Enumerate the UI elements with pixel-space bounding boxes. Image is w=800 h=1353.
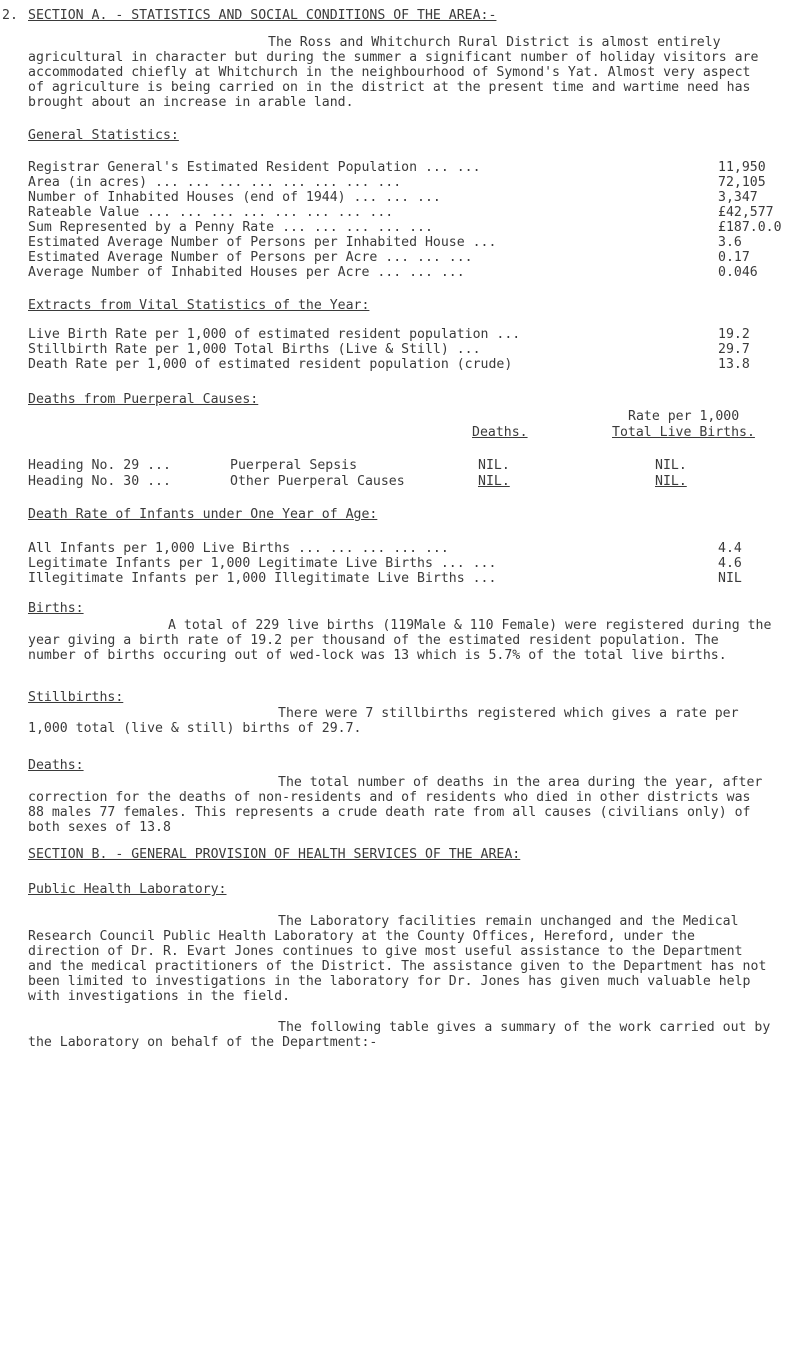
public-health-lab-paragraph-2 — [28, 1020, 772, 1050]
section-a-intro — [28, 35, 772, 110]
vital-statistics-heading: Extracts from Vital Statistics of the Year: — [28, 298, 370, 313]
births-paragraph — [28, 618, 772, 663]
lab-para2-rest: carried out by the Laboratory on behalf of the Department:- — [28, 1020, 771, 1050]
gen-stat-label-7: Average Number of Inhabited Houses per Acre ... ... ... — [28, 265, 465, 280]
infant-label-2: Illegitimate Infants per 1,000 Illegitimate Live Births ... — [28, 571, 497, 586]
deaths-paragraph — [28, 775, 772, 835]
puerperal-row-cause-1: Other Puerperal Causes — [230, 474, 405, 489]
puerperal-row-rate-1: NIL. — [655, 474, 687, 489]
gen-stat-value-1: 72,105 — [718, 175, 766, 190]
births-text-first: A total of 229 live births (119Male & 110 Female) — [168, 618, 558, 633]
gen-stat-label-6: Estimated Average Number of Persons per Acre ... ... ... — [28, 250, 473, 265]
gen-stat-value-2: 3,347 — [718, 190, 758, 205]
vital-label-1: Stillbirth Rate per 1,000 Total Births (Live & Still) ... — [28, 342, 481, 357]
stillbirths-heading: Stillbirths: — [28, 690, 124, 705]
public-health-lab-paragraph-1 — [28, 914, 772, 1004]
puerperal-rate-header-2: Total Live Births. — [612, 425, 755, 440]
intro-line1: The Ross and Whitchurch Rural District is almost — [268, 35, 650, 50]
general-statistics-heading: General Statistics: — [28, 128, 179, 143]
gen-stat-label-5: Estimated Average Number of Persons per Inhabited House ... — [28, 235, 497, 250]
gen-stat-label-0: Registrar General's Estimated Resident Population ... ... — [28, 160, 481, 175]
puerperal-row-deaths-1: NIL. — [478, 474, 510, 489]
gen-stat-label-4: Sum Represented by a Penny Rate ... ... ... ... ... — [28, 220, 433, 235]
infant-label-0: All Infants per 1,000 Live Births ... ... ... ... ... — [28, 541, 449, 556]
infant-value-1: 4.6 — [718, 556, 742, 571]
gen-stat-label-1: Area (in acres) ... ... ... ... ... ... ... ... — [28, 175, 402, 190]
infant-mortality-heading: Death Rate of Infants under One Year of Age: — [28, 507, 378, 522]
puerperal-row-deaths-0: NIL. — [478, 458, 510, 473]
vital-value-0: 19.2 — [718, 327, 750, 342]
stillbirths-paragraph — [28, 706, 772, 736]
vital-label-2: Death Rate per 1,000 of estimated resident population (crude) — [28, 357, 513, 372]
section-b-heading: SECTION B. - GENERAL PROVISION OF HEALTH SERVICES OF THE AREA: — [28, 847, 521, 862]
lab-para2-first: The following table gives a summary of the work — [278, 1020, 652, 1035]
gen-stat-value-7: 0.046 — [718, 265, 758, 280]
deaths-heading: Deaths: — [28, 758, 84, 773]
stillbirths-text-first: There were 7 stillbirths registered which gives — [278, 706, 652, 721]
stillbirths-text-rest: a rate per 1,000 total (live & still) births of 29.7. — [28, 706, 739, 736]
vital-label-0: Live Birth Rate per 1,000 of estimated resident population ... — [28, 327, 521, 342]
births-text-rest: were registered during the year giving a birth rate of 19.2 per thousand of the estimated resident population. The number of births occuring out of wed-lock was 13 which is 5.7% of the total live births. — [28, 618, 772, 663]
lab-para1-first: The Laboratory facilities remain unchanged and the — [278, 914, 675, 929]
gen-stat-value-3: £42,577 — [718, 205, 774, 220]
intro-rest: entirely agricultural in character but during the summer a significant number of holiday visitors are accommodated chiefly at Whitchurch in the neighbourhood of Symond's Yat. Almost very aspect of agriculture is being carried on in the district at the present time and wartime need has brought about an increase in arable land. — [28, 35, 759, 110]
puerperal-deaths-header: Deaths. — [472, 425, 528, 440]
puerperal-heading: Deaths from Puerperal Causes: — [28, 392, 259, 407]
public-health-lab-heading: Public Health Laboratory: — [28, 882, 227, 897]
section-a-heading: SECTION A. - STATISTICS AND SOCIAL CONDITIONS OF THE AREA:- — [28, 8, 497, 23]
gen-stat-label-2: Number of Inhabited Houses (end of 1944) ... ... ... — [28, 190, 441, 205]
puerperal-row-rate-0: NIL. — [655, 458, 687, 473]
births-heading: Births: — [28, 601, 84, 616]
vital-value-1: 29.7 — [718, 342, 750, 357]
deaths-text-first: The total number of deaths in the area during the — [278, 775, 668, 790]
infant-value-2: NIL — [718, 571, 742, 586]
gen-stat-label-3: Rateable Value ... ... ... ... ... ... ... ... — [28, 205, 394, 220]
gen-stat-value-0: 11,950 — [718, 160, 766, 175]
page-number: 2. — [2, 8, 18, 23]
infant-label-1: Legitimate Infants per 1,000 Legitimate Live Births ... ... — [28, 556, 497, 571]
vital-value-2: 13.8 — [718, 357, 750, 372]
puerperal-row-cause-0: Puerperal Sepsis — [230, 458, 358, 473]
gen-stat-value-6: 0.17 — [718, 250, 750, 265]
puerperal-row-heading-1: Heading No. 30 ... — [28, 474, 171, 489]
gen-stat-value-4: £187.0.0 — [718, 220, 782, 235]
infant-value-0: 4.4 — [718, 541, 742, 556]
puerperal-rate-header-1: Rate per 1,000 — [628, 409, 740, 424]
deaths-text-rest: year, after correction for the deaths of non-residents and of residents who died in other districts was 88 males 77 females. This represents a crude death rate from all causes (civilians only) of both sexes of 13.8 — [28, 775, 763, 835]
gen-stat-value-5: 3.6 — [718, 235, 742, 250]
lab-para1-rest: Medical Research Council Public Health Laboratory at the County Offices, Hereford, under the direction of Dr. R. Evart Jones continues to give most useful assistance to the Department and the medical practitioners of the District. The assistance given to the Department has not been limited to investigations in the laboratory for Dr. Jones has given much valuable help with investigations in the field. — [28, 914, 767, 1004]
puerperal-row-heading-0: Heading No. 29 ... — [28, 458, 171, 473]
